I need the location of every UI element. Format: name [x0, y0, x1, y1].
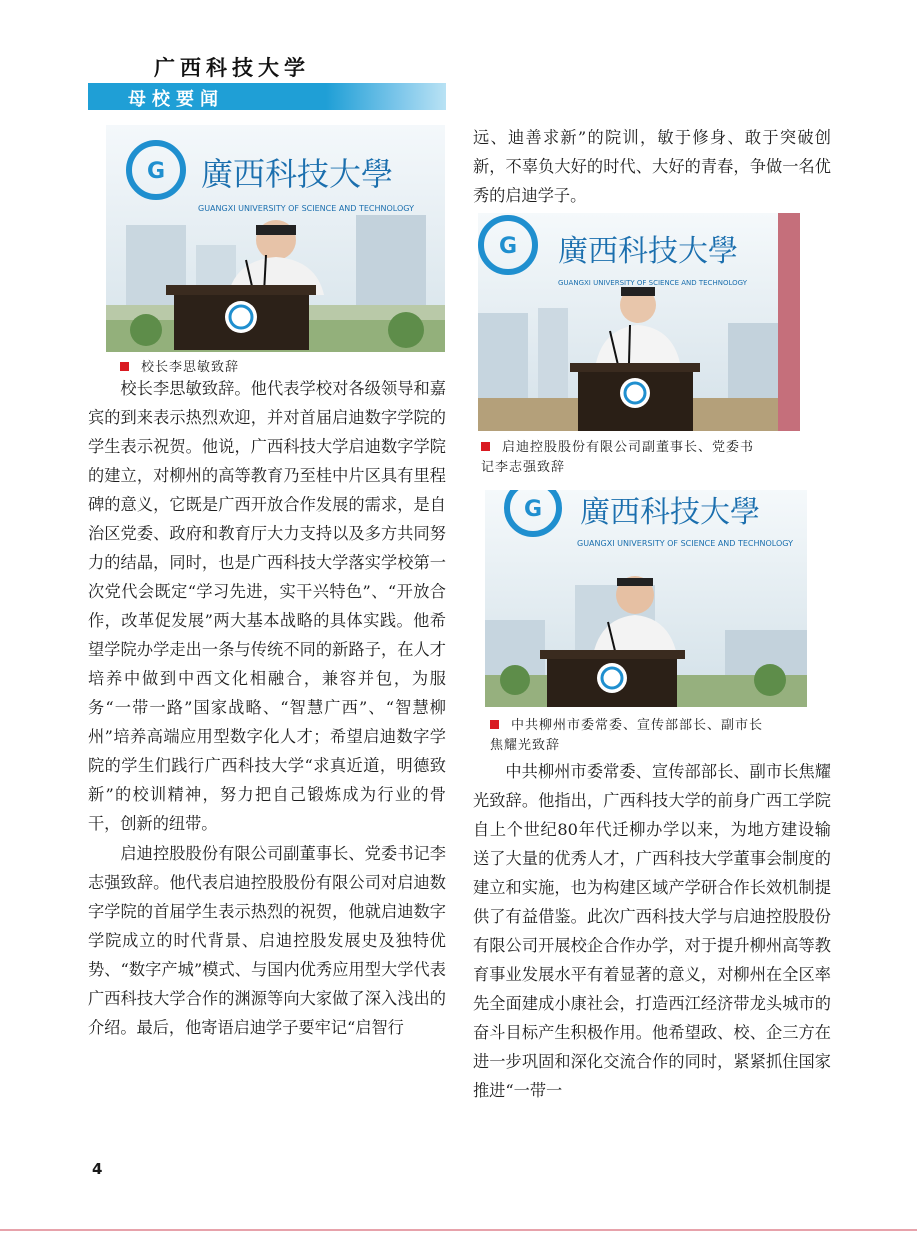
photo3-caption — [490, 716, 820, 756]
caption-marker-icon — [490, 720, 499, 729]
right-text-column-top — [473, 123, 831, 210]
svg-text:G: G — [523, 497, 543, 522]
left-text-column — [88, 374, 446, 1042]
caption-text-line2: 记李志强致辞 — [481, 460, 566, 475]
paragraph-liuzhou-official: 中共柳州市委常委、宣传部部长、副市长焦耀光致辞。他指出，广西科技大学的前身广西工学院自上个世纪80年代迁柳办学以来，为地方建设输送了大量的优秀人才，广西科技大学董事会制度的建立和实施，也为构建区域产学研合作长效机制提供了有益借鉴。此次广西科技大学与启迪控股股份有限公司开展校企合作办学，对于提升柳州高等教育事业发展水平有着显著的意义，对柳州在全区率先全面建成小康社会，打造西江经济带龙头城市的奋斗目标产生积极作用。他希望政、校、企三方在进一步巩固和深化交流合作的同时，紧紧抓住国家推进“一带一 — [473, 762, 831, 1100]
paragraph-tus-chairman: 启迪控股股份有限公司副董事长、党委书记李志强致辞。他代表启迪控股股份有限公司对启迪数字学院的首届学生表示热烈的祝贺，他就启迪数字学院成立的时代背景、启迪控股发展史及独特优势、“数字产城”模式、与国内优秀应用型大学代表广西科技大学合作的渊源等向大家做了深入浅出的介绍。最后，他寄语启迪学子要牢记“启智行 — [88, 844, 446, 1037]
svg-text:G: G — [146, 159, 166, 184]
banner-chinese: 廣西科技大學 — [558, 234, 738, 269]
photo2-caption — [481, 438, 811, 478]
bottom-rule — [0, 1229, 917, 1231]
banner-english: GUANGXI UNIVERSITY OF SCIENCE AND TECHNOLOGY — [558, 279, 747, 287]
caption-text-line2: 焦耀光致辞 — [490, 738, 561, 753]
caption-text-line1: 启迪控股股份有限公司副董事长、党委书 — [502, 440, 755, 455]
page-number: 4 — [92, 1160, 103, 1178]
masthead-title: 广西科技大学 — [154, 56, 310, 80]
svg-text:G: G — [498, 234, 518, 259]
banner-chinese: 廣西科技大學 — [580, 495, 760, 530]
banner-english: GUANGXI UNIVERSITY OF SCIENCE AND TECHNOLOGY — [198, 204, 414, 213]
photo-principal-speech — [106, 125, 445, 352]
photo-tus-vice-chairman-speech — [478, 213, 800, 431]
right-text-column-bottom — [473, 757, 831, 1105]
section-band-gradient — [326, 83, 446, 110]
paragraph-continuation: 远、迪善求新”的院训，敏于修身、敢于突破创新，不辜负大好的时代、大好的青春，争做一名优秀的启迪学子。 — [473, 128, 831, 205]
caption-text: 校长李思敏致辞 — [141, 360, 240, 375]
caption-marker-icon — [120, 362, 129, 371]
paragraph-principal: 校长李思敏致辞。他代表学校对各级领导和嘉宾的到来表示热烈欢迎，并对首届启迪数字学院的学生表示祝贺。他说，广西科技大学启迪数字学院的建立，对柳州的高等教育乃至桂中片区具有里程碑的意义，它既是广西开放合作发展的需求，是自治区党委、政府和教育厅大力支持以及多方共同努力的结晶，同时，也是广西科技大学落实学校第一次党代会既定“学习先进，实干兴特色”、“开放合作，改革促发展”两大基本战略的具体实践。他希望学院办学走出一条与传统不同的新路子，在人才培养中做到中西文化相融合，兼容并包，为服务“一带一路”国家战略、“智慧广西”、“智慧柳州”培养高端应用型数字化人才；希望启迪数字学院的学生们践行广西科技大学“求真近道，明德致新”的校训精神，努力把自己锻炼成为行业的骨干，创新的纽带。 — [88, 379, 446, 833]
section-band — [88, 83, 446, 110]
photo-liuzhou-official-speech — [485, 490, 807, 707]
caption-text-line1: 中共柳州市委常委、宣传部部长、副市长 — [511, 718, 764, 733]
banner-english: GUANGXI UNIVERSITY OF SCIENCE AND TECHNOLOGY — [577, 539, 793, 548]
section-title: 母校要闻 — [128, 89, 224, 110]
banner-chinese: 廣西科技大學 — [201, 155, 394, 193]
caption-marker-icon — [481, 442, 490, 451]
